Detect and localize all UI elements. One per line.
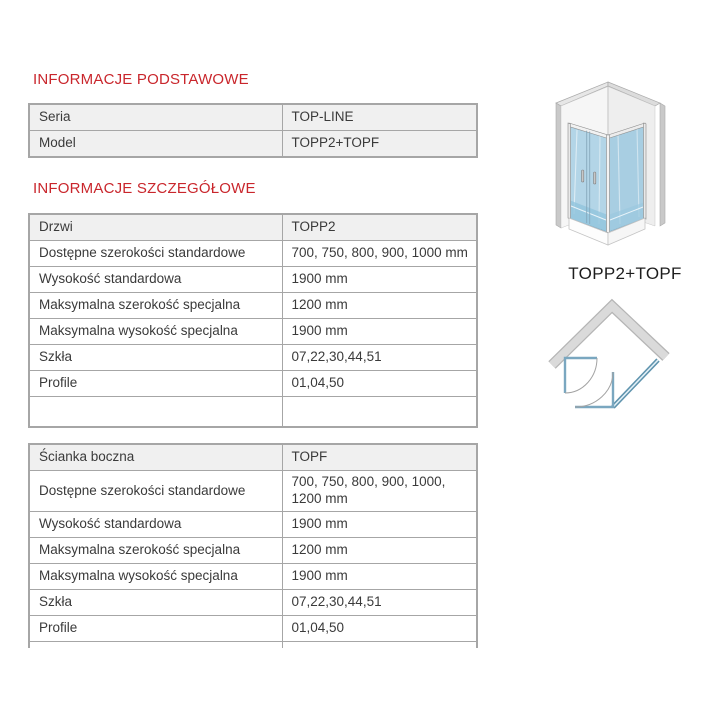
spec-value-cell: 1900 mm (282, 319, 477, 345)
spec-label-cell: Profile (29, 371, 282, 397)
spec-value-cell: 1200 mm (282, 293, 477, 319)
spec-label-cell: Dostępne szerokości standardowe (29, 241, 282, 267)
spec-label-cell: Szkła (29, 345, 282, 371)
spec-value-cell: 07,22,30,44,51 (282, 345, 477, 371)
basic-info-table (28, 103, 478, 158)
table-row (29, 131, 477, 158)
table-row (29, 241, 477, 267)
spec-value-cell: 07,22,30,44,51 (282, 590, 477, 616)
frame-post-center (607, 135, 610, 233)
spec-label-cell: Szkła (29, 590, 282, 616)
spec-label-cell: Wysokość standardowa (29, 267, 282, 293)
wall-outer-right (660, 103, 665, 226)
door-handle-left-icon (582, 170, 584, 182)
table-row (29, 616, 477, 642)
spec-value-cell: 1900 mm (282, 267, 477, 293)
spec-value-cell: 700, 750, 800, 900, 1000, 1200 mm (282, 471, 477, 512)
table-header-value: TOPF (282, 444, 477, 471)
spec-value-cell: TOPP2+TOPF (282, 131, 477, 158)
spec-label-cell: Wysokość standardowa (29, 512, 282, 538)
spec-label-cell: Maksymalna szerokość specjalna (29, 293, 282, 319)
plan-door-swing-arc-1 (565, 358, 597, 393)
table-row (29, 538, 477, 564)
table-row (29, 512, 477, 538)
section-heading-basic-info: INFORMACJE PODSTAWOWE (33, 71, 249, 88)
door-spec-table (28, 213, 478, 428)
frame-post-right (644, 123, 647, 219)
table-header-row (29, 214, 477, 241)
floor-plan-schematic (545, 296, 705, 436)
shower-enclosure-3d-illustration (544, 72, 706, 264)
table-header-label: Drzwi (29, 214, 282, 241)
table-row (29, 319, 477, 345)
spec-label-cell: Model (29, 131, 282, 158)
table-row (29, 104, 477, 131)
plan-door-panel-2 (575, 372, 613, 407)
table-row-empty (29, 642, 477, 649)
spec-label-cell: Maksymalna szerokość specjalna (29, 538, 282, 564)
plan-side-panel-line-core (613, 360, 658, 407)
spec-label-cell: Maksymalna wysokość specjalna (29, 564, 282, 590)
spec-value-cell: 1900 mm (282, 564, 477, 590)
table-row (29, 267, 477, 293)
table-header-value: TOPP2 (282, 214, 477, 241)
spec-label-cell: Seria (29, 104, 282, 131)
product-label: TOPP2+TOPF (568, 264, 682, 283)
spec-value-cell: 1200 mm (282, 538, 477, 564)
spec-label-cell: Maksymalna wysokość specjalna (29, 319, 282, 345)
table-row (29, 293, 477, 319)
section-heading-detailed-info: INFORMACJE SZCZEGÓŁOWE (33, 180, 256, 197)
spec-value-cell: 01,04,50 (282, 616, 477, 642)
table-header-row (29, 444, 477, 471)
table-row (29, 345, 477, 371)
spec-label-cell: Dostępne szerokości standardowe (29, 471, 282, 512)
spec-label-cell (29, 397, 282, 428)
spec-label-cell (29, 642, 282, 649)
spec-value-cell (282, 397, 477, 428)
spec-label-cell: Profile (29, 616, 282, 642)
table-row (29, 371, 477, 397)
wall-outer-left (556, 103, 561, 228)
spec-value-cell: 700, 750, 800, 900, 1000 mm (282, 241, 477, 267)
spec-value-cell: TOP-LINE (282, 104, 477, 131)
table-row (29, 471, 477, 512)
table-row (29, 590, 477, 616)
table-header-label: Ścianka boczna (29, 444, 282, 471)
table-row (29, 564, 477, 590)
spec-value-cell (282, 642, 477, 649)
plan-door-swing-arc-2 (575, 372, 613, 407)
plan-door-panel-1 (565, 358, 597, 393)
frame-post-left (568, 123, 571, 219)
door-handle-right-icon (594, 172, 596, 184)
spec-value-cell: 1900 mm (282, 512, 477, 538)
table-row-empty (29, 397, 477, 428)
side-panel-spec-table (28, 443, 478, 648)
spec-value-cell: 01,04,50 (282, 371, 477, 397)
